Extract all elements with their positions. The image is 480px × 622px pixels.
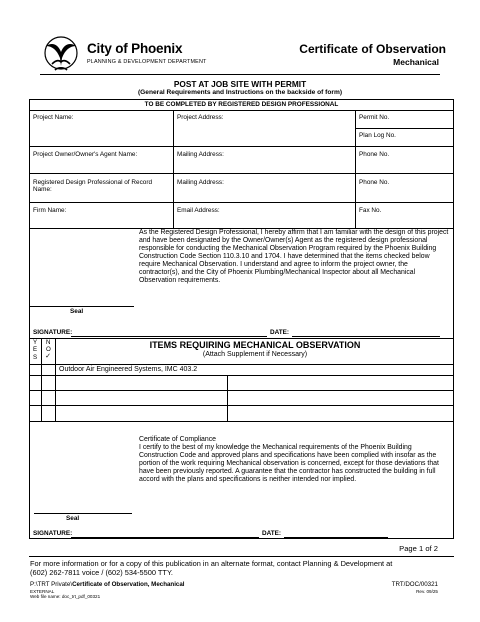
- footer-revision: Rev. 09/25: [416, 589, 438, 594]
- owner-phone-field[interactable]: Phone No.: [359, 151, 390, 158]
- phoenix-logo-icon: [40, 32, 82, 74]
- footer-doc-code: TRT/DOC/00321: [391, 581, 438, 588]
- seal-label: Seal: [70, 308, 84, 315]
- date-label: DATE:: [270, 329, 290, 336]
- fax-no-field[interactable]: Fax No.: [359, 207, 382, 214]
- firm-name-field[interactable]: Firm Name:: [33, 207, 67, 214]
- section-heading: TO BE COMPLETED BY REGISTERED DESIGN PROFESSIONAL: [144, 101, 339, 108]
- document-title: Certificate of Observation: [299, 42, 446, 56]
- owner-agent-field[interactable]: Project Owner/Owner's Agent Name:: [33, 151, 138, 158]
- footer-file-path: P:\TRT Private\Certificate of Observation, Mechanical: [30, 581, 185, 588]
- signature-line[interactable]: [71, 336, 267, 337]
- footer-access: EXTERNAL: [30, 589, 55, 594]
- item-row-1: Outdoor Air Engineered Systems, IMC 403.2: [59, 366, 198, 373]
- permit-no-field[interactable]: Permit No.: [359, 114, 390, 121]
- compliance-date-label: DATE:: [262, 530, 282, 537]
- seal-line: [30, 306, 134, 307]
- project-name-field[interactable]: Project Name:: [33, 114, 74, 121]
- compliance-seal-label: Seal: [66, 515, 80, 522]
- no-column-header: NO: [46, 339, 51, 354]
- rdp-phone-field[interactable]: Phone No.: [359, 179, 390, 186]
- yes-column-header: YES: [33, 339, 38, 361]
- compliance-signature-label: SIGNATURE:: [33, 530, 73, 537]
- footer-divider: [29, 556, 454, 557]
- signature-label: SIGNATURE:: [33, 329, 73, 336]
- check-mark-icon: ✓: [45, 353, 51, 360]
- footer-web-file: Web file name: doc_trt_pdf_00321: [30, 594, 101, 599]
- permit-title: POST AT JOB SITE WITH PERMIT: [173, 79, 307, 89]
- compliance-signature-line[interactable]: [71, 537, 259, 538]
- affirmation-text: As the Registered Design Professional, I hereby affirm that I am familiar with the design of this project and have been designated by the Owner/Owner(s) Agent as the registered design professional responsible for conducting the Mechanical Observation Program required by the Phoenix Building Construction Code Section 110.3.10 and 1704. I have determined that the items checked below require Mechanical Observation. I understand and agree to inform the project owner, the contractor(s), and the City of Phoenix Plumbing/Mechanical Inspector about all Mechanical Observation requirements.: [139, 229, 449, 285]
- footer-info-line-1: For more information or for a copy of this publication in an alternate format, contact Planning & Development at: [30, 559, 393, 568]
- footer-info-line-2: (602) 262-7811 voice / (602) 534-5500 TTY.: [30, 568, 173, 577]
- compliance-seal-line: [34, 513, 132, 514]
- document-subtitle: Mechanical: [393, 57, 439, 67]
- permit-subtitle: (General Requirements and Instructions on the backside of form): [137, 89, 343, 96]
- compliance-title: Certificate of Compliance: [139, 436, 216, 443]
- department-name: PLANNING & DEVELOPMENT DEPARTMENT: [87, 59, 207, 65]
- compliance-text: I certify to the best of my knowledge the Mechanical requirements of the Phoenix Building Construction Code and approved plans and specifications have been complied with insofar as the portion of the work requiring Mechanical observation is concerned, except for those deviations that have been previously reported. A guarantee that the contractor has constructed the building in full accord with the plans and specifications is neither intended nor implied.: [139, 444, 439, 484]
- rdp-mailing-address-field[interactable]: Mailing Address:: [177, 179, 224, 186]
- compliance-date-line[interactable]: [284, 537, 388, 538]
- email-address-field[interactable]: Email Address:: [177, 207, 220, 214]
- no-checkbox-1[interactable]: [42, 365, 54, 375]
- yes-checkbox-1[interactable]: [30, 365, 40, 375]
- plan-log-no-field[interactable]: Plan Log No.: [359, 132, 396, 139]
- owner-mailing-address-field[interactable]: Mailing Address:: [177, 151, 224, 158]
- rdp-name-field[interactable]: Registered Design Professional of Record Name:: [33, 179, 152, 194]
- header-divider: [40, 74, 440, 75]
- project-address-field[interactable]: Project Address:: [177, 114, 224, 121]
- items-title: ITEMS REQUIRING MECHANICAL OBSERVATION: [149, 340, 361, 350]
- page-number: Page 1 of 2: [399, 544, 438, 553]
- org-name: City of Phoenix: [87, 41, 183, 56]
- date-line[interactable]: [292, 336, 440, 337]
- items-subtitle: (Attach Supplement if Necessary): [202, 351, 308, 358]
